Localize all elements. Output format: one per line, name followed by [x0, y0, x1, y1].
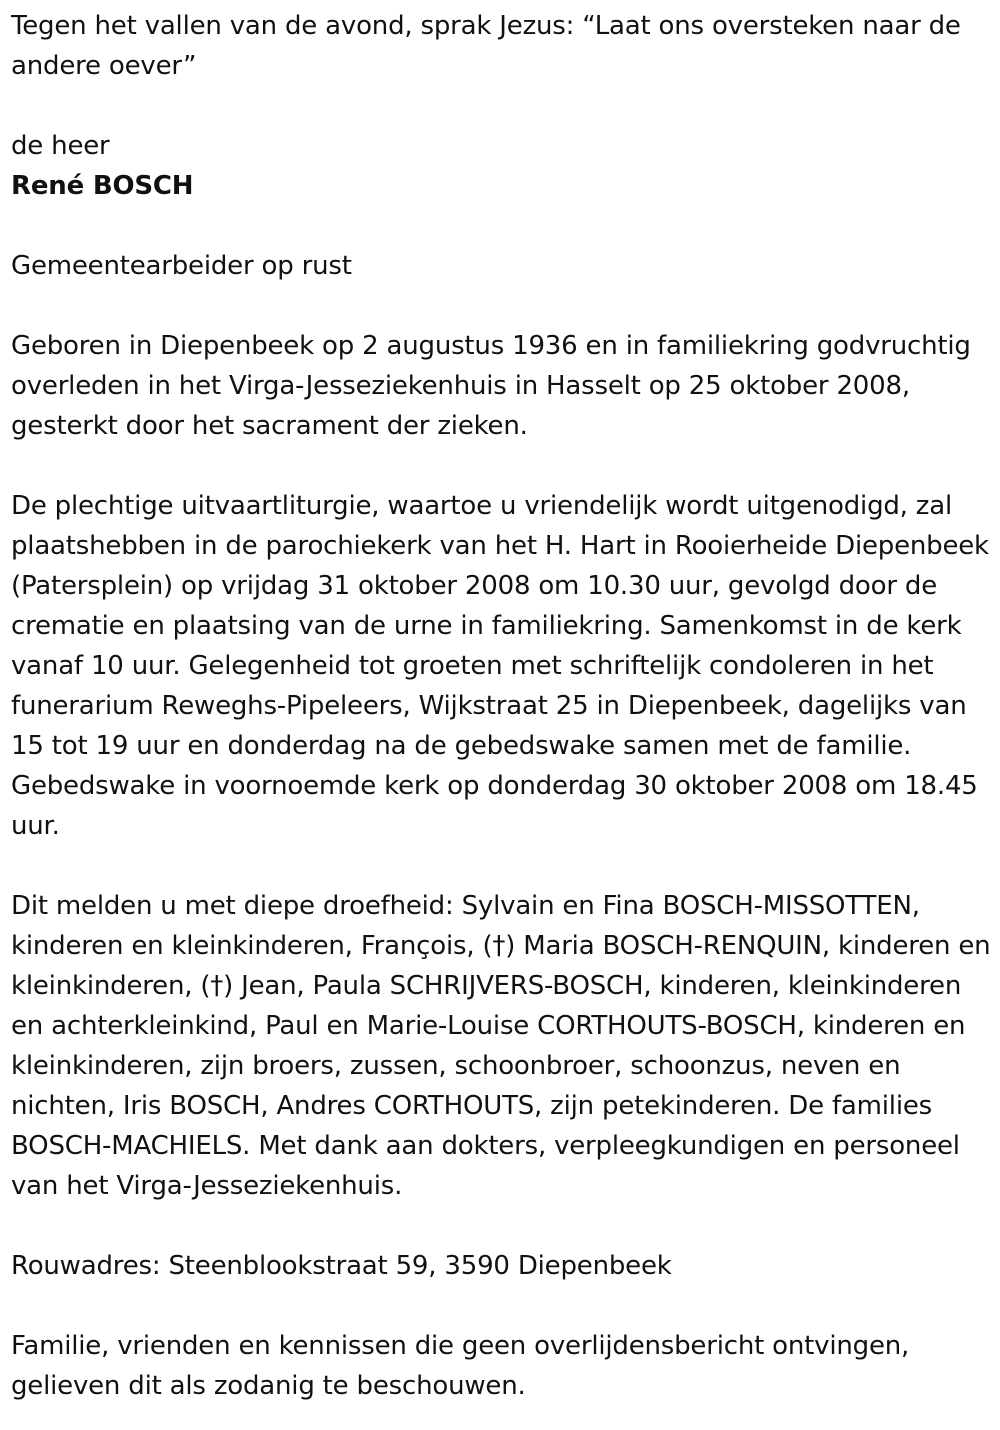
spacer [11, 286, 991, 326]
spacer [11, 446, 991, 486]
occupation: Gemeentearbeider op rust [11, 251, 352, 281]
mourning-address: Rouwadres: Steenblookstraat 59, 3590 Diepenbeek [11, 1251, 672, 1281]
deceased-name: René BOSCH [11, 171, 194, 201]
birth-death-paragraph: Geboren in Diepenbeek op 2 augustus 1936 en in familiekring godvruchtig overleden in het Virga-Jesseziekenhuis in Hasselt op 25 oktober 2008, gesterkt door het sacrament der zieken. [11, 331, 971, 441]
spacer [11, 206, 991, 246]
family-paragraph: Dit melden u met diepe droefheid: Sylvain en Fina BOSCH-MISSOTTEN, kinderen en kleinkinderen, François, (†) Maria BOSCH-RENQUIN, kinderen en kleinkinderen, (†) Jean, Paula SCHRIJVERS-BOSCH, kinderen, kleinkinderen en achterkleinkind, Paul en Marie-Louise CORTHOUTS-BOSCH, kinderen en kleinkinderen, zijn broers, zussen, schoonbroer, schoonzus, neven en nichten, Iris BOSCH, Andres CORTHOUTS, zijn petekinderen. De families BOSCH-MACHIELS. Met dank aan dokters, verpleegkundigen en personeel van het Virga-Jesseziekenhuis. [11, 891, 991, 1201]
obituary-notice [11, 6, 991, 1406]
spacer [11, 86, 991, 126]
spacer [11, 846, 991, 886]
spacer [11, 1286, 991, 1326]
bible-quote: Tegen het vallen van de avond, sprak Jezus: “Laat ons oversteken naar de andere oever” [11, 11, 961, 81]
spacer [11, 1206, 991, 1246]
closing-paragraph: Familie, vrienden en kennissen die geen overlijdensbericht ontvingen, gelieven dit als zodanig te beschouwen. [11, 1331, 910, 1401]
salutation: de heer [11, 131, 110, 161]
funeral-paragraph: De plechtige uitvaartliturgie, waartoe u vriendelijk wordt uitgenodigd, zal plaatshebben in de parochiekerk van het H. Hart in Rooierheide Diepenbeek (Patersplein) op vrijdag 31 oktober 2008 om 10.30 uur, gevolgd door de crematie en plaatsing van de urne in familiekring. Samenkomst in de kerk vanaf 10 uur. Gelegenheid tot groeten met schriftelijk condoleren in het funerarium Reweghs-Pipeleers, Wijkstraat 25 in Diepenbeek, dagelijks van 15 tot 19 uur en donderdag na de gebedswake samen met de familie. Gebedswake in voornoemde kerk op donderdag 30 oktober 2008 om 18.45 uur. [11, 491, 989, 841]
